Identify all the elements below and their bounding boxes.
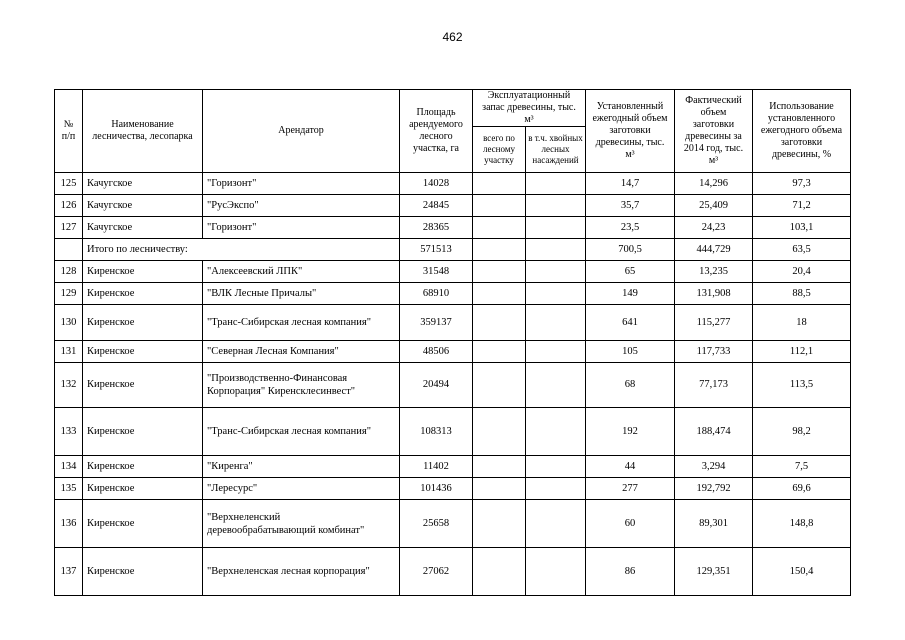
row-stock-total: [473, 173, 526, 195]
row-forestry: Киренское: [83, 363, 203, 408]
row-tenant: "РусЭкспо": [203, 195, 400, 217]
row-forestry: Качугское: [83, 217, 203, 239]
table-row: [55, 500, 851, 548]
row-no: 131: [55, 341, 83, 363]
row-forestry: Киренское: [83, 548, 203, 596]
row-tenant: "Верхнеленская лесная корпорация": [203, 548, 400, 596]
row-no: 136: [55, 500, 83, 548]
row-actual: 89,301: [675, 500, 753, 548]
row-established: 14,7: [586, 173, 675, 195]
row-area: 28365: [400, 217, 473, 239]
row-stock-conifer: [526, 341, 586, 363]
header-no: № п/п: [55, 90, 83, 173]
row-forestry: Киренское: [83, 261, 203, 283]
row-forestry: Качугское: [83, 195, 203, 217]
row-established: 192: [586, 408, 675, 456]
table-row: [55, 408, 851, 456]
row-stock-total: [473, 548, 526, 596]
row-area: 108313: [400, 408, 473, 456]
row-area: 68910: [400, 283, 473, 305]
row-stock-total: [473, 341, 526, 363]
page-number: 462: [442, 30, 463, 44]
header-actual: Фактический объем заготовки древесины за 2014 год, тыс. м³: [675, 90, 753, 173]
row-established: 35,7: [586, 195, 675, 217]
row-forestry: Киренское: [83, 456, 203, 478]
row-tenant: "Транс-Сибирская лесная компания": [203, 305, 400, 341]
row-stock-conifer: [526, 283, 586, 305]
row-no: 133: [55, 408, 83, 456]
row-area: 25658: [400, 500, 473, 548]
row-area: 27062: [400, 548, 473, 596]
row-stock-total: [473, 478, 526, 500]
row-stock-conifer: [526, 408, 586, 456]
row-no: 130: [55, 305, 83, 341]
row-tenant: [203, 500, 400, 548]
header-stock-conifer: в т.ч. хвойных лесных насаждений: [526, 127, 586, 173]
header-stock-total: всего по лесному участку: [473, 127, 526, 173]
table-row: [55, 283, 851, 305]
row-stock-conifer: [526, 261, 586, 283]
row-forestry: Киренское: [83, 478, 203, 500]
row-established: 44: [586, 456, 675, 478]
row-established: 149: [586, 283, 675, 305]
row-usage: 69,6: [753, 478, 851, 500]
row-usage: 63,5: [753, 239, 851, 261]
row-established: 641: [586, 305, 675, 341]
row-area: 20494: [400, 363, 473, 408]
row-usage: 97,3: [753, 173, 851, 195]
row-area: 571513: [400, 239, 473, 261]
row-usage: 103,1: [753, 217, 851, 239]
row-actual: 13,235: [675, 261, 753, 283]
row-no: 126: [55, 195, 83, 217]
row-tenant: "Горизонт": [203, 217, 400, 239]
row-no: 135: [55, 478, 83, 500]
table-row: [55, 195, 851, 217]
header-tenant: Арендатор: [203, 90, 400, 173]
row-no: 137: [55, 548, 83, 596]
row-established: 23,5: [586, 217, 675, 239]
row-area: 14028: [400, 173, 473, 195]
row-tenant: "Леpесурс": [203, 478, 400, 500]
row-forestry: Киренское: [83, 408, 203, 456]
row-tenant: "Алексеевский ЛПК": [203, 261, 400, 283]
row-stock-conifer: [526, 239, 586, 261]
row-usage: 7,5: [753, 456, 851, 478]
row-established: 700,5: [586, 239, 675, 261]
row-stock-conifer: [526, 548, 586, 596]
row-area: 359137: [400, 305, 473, 341]
table-row: [55, 217, 851, 239]
row-stock-conifer: [526, 173, 586, 195]
row-no: 128: [55, 261, 83, 283]
row-tenant: "Горизонт": [203, 173, 400, 195]
table-row: [55, 478, 851, 500]
row-no: 132: [55, 363, 83, 408]
row-actual: 444,729: [675, 239, 753, 261]
table-row: [55, 363, 851, 408]
row-stock-total: [473, 195, 526, 217]
row-established: 277: [586, 478, 675, 500]
row-usage: 113,5: [753, 363, 851, 408]
header-stock: Эксплуатационный запас древесины, тыс. м³: [473, 90, 586, 127]
row-established: 60: [586, 500, 675, 548]
row-no: 127: [55, 217, 83, 239]
table-row: [55, 305, 851, 341]
row-forestry: Киренское: [83, 500, 203, 548]
row-area: 31548: [400, 261, 473, 283]
row-actual: 24,23: [675, 217, 753, 239]
row-actual: 188,474: [675, 408, 753, 456]
row-stock-total: [473, 500, 526, 548]
row-usage: 18: [753, 305, 851, 341]
row-actual: 131,908: [675, 283, 753, 305]
row-stock-conifer: [526, 500, 586, 548]
row-actual: 129,351: [675, 548, 753, 596]
table-row: [55, 261, 851, 283]
total-row: [55, 239, 851, 261]
total-label: Итого по лесничеству:: [83, 239, 400, 261]
row-usage: 71,2: [753, 195, 851, 217]
row-stock-conifer: [526, 195, 586, 217]
row-usage: 112,1: [753, 341, 851, 363]
row-usage: 20,4: [753, 261, 851, 283]
row-actual: 115,277: [675, 305, 753, 341]
row-usage: 88,5: [753, 283, 851, 305]
row-tenant: "Киренга": [203, 456, 400, 478]
table-row: [55, 548, 851, 596]
row-stock-conifer: [526, 456, 586, 478]
row-actual: 77,173: [675, 363, 753, 408]
row-area: 101436: [400, 478, 473, 500]
row-stock-total: [473, 239, 526, 261]
row-usage: 148,8: [753, 500, 851, 548]
row-stock-conifer: [526, 217, 586, 239]
row-tenant: "Северная Лесная Компания": [203, 341, 400, 363]
row-tenant: "ВЛК Лесные Причалы": [203, 283, 400, 305]
row-forestry: Качугское: [83, 173, 203, 195]
row-tenant: "Транс-Сибирская лесная компания": [203, 408, 400, 456]
header-area: Площадь арендуемого лесного участка, га: [400, 90, 473, 173]
row-tenant-line1: "Производственно-Финансовая: [207, 373, 348, 384]
row-actual: 192,792: [675, 478, 753, 500]
table-row: [55, 173, 851, 195]
row-tenant: [203, 363, 400, 408]
row-stock-total: [473, 363, 526, 408]
row-established: 68: [586, 363, 675, 408]
row-no: 129: [55, 283, 83, 305]
total-no: [55, 239, 83, 261]
row-actual: 25,409: [675, 195, 753, 217]
row-tenant-line2: деревообрабатывающий комбинат": [207, 524, 365, 536]
row-tenant-line2: Корпорация" Киренсклесинвест": [207, 386, 356, 397]
row-stock-total: [473, 305, 526, 341]
row-forestry: Киренское: [83, 283, 203, 305]
row-area: 11402: [400, 456, 473, 478]
row-forestry: Киренское: [83, 305, 203, 341]
row-stock-conifer: [526, 363, 586, 408]
row-stock-total: [473, 408, 526, 456]
table-row: [55, 456, 851, 478]
row-established: 65: [586, 261, 675, 283]
row-no: 134: [55, 456, 83, 478]
lease-table: [54, 89, 851, 596]
row-usage: 98,2: [753, 408, 851, 456]
header-forestry: Наименование лесничества, лесопарка: [83, 90, 203, 173]
row-established: 86: [586, 548, 675, 596]
row-area: 24845: [400, 195, 473, 217]
row-actual: 3,294: [675, 456, 753, 478]
row-tenant-line1: "Верхнеленский: [207, 511, 281, 523]
row-stock-conifer: [526, 305, 586, 341]
row-stock-total: [473, 217, 526, 239]
row-established: 105: [586, 341, 675, 363]
row-actual: 14,296: [675, 173, 753, 195]
header-usage: Использование установленного ежегодного объема заготовки древесины, %: [753, 90, 851, 173]
table-row: [55, 341, 851, 363]
row-forestry: Киренское: [83, 341, 203, 363]
row-usage: 150,4: [753, 548, 851, 596]
row-stock-total: [473, 283, 526, 305]
row-no: 125: [55, 173, 83, 195]
row-stock-conifer: [526, 478, 586, 500]
row-actual: 117,733: [675, 341, 753, 363]
header-established: Установленный ежегодный объем заготовки древесины, тыс. м³: [586, 90, 675, 173]
row-area: 48506: [400, 341, 473, 363]
row-stock-total: [473, 261, 526, 283]
row-stock-total: [473, 456, 526, 478]
